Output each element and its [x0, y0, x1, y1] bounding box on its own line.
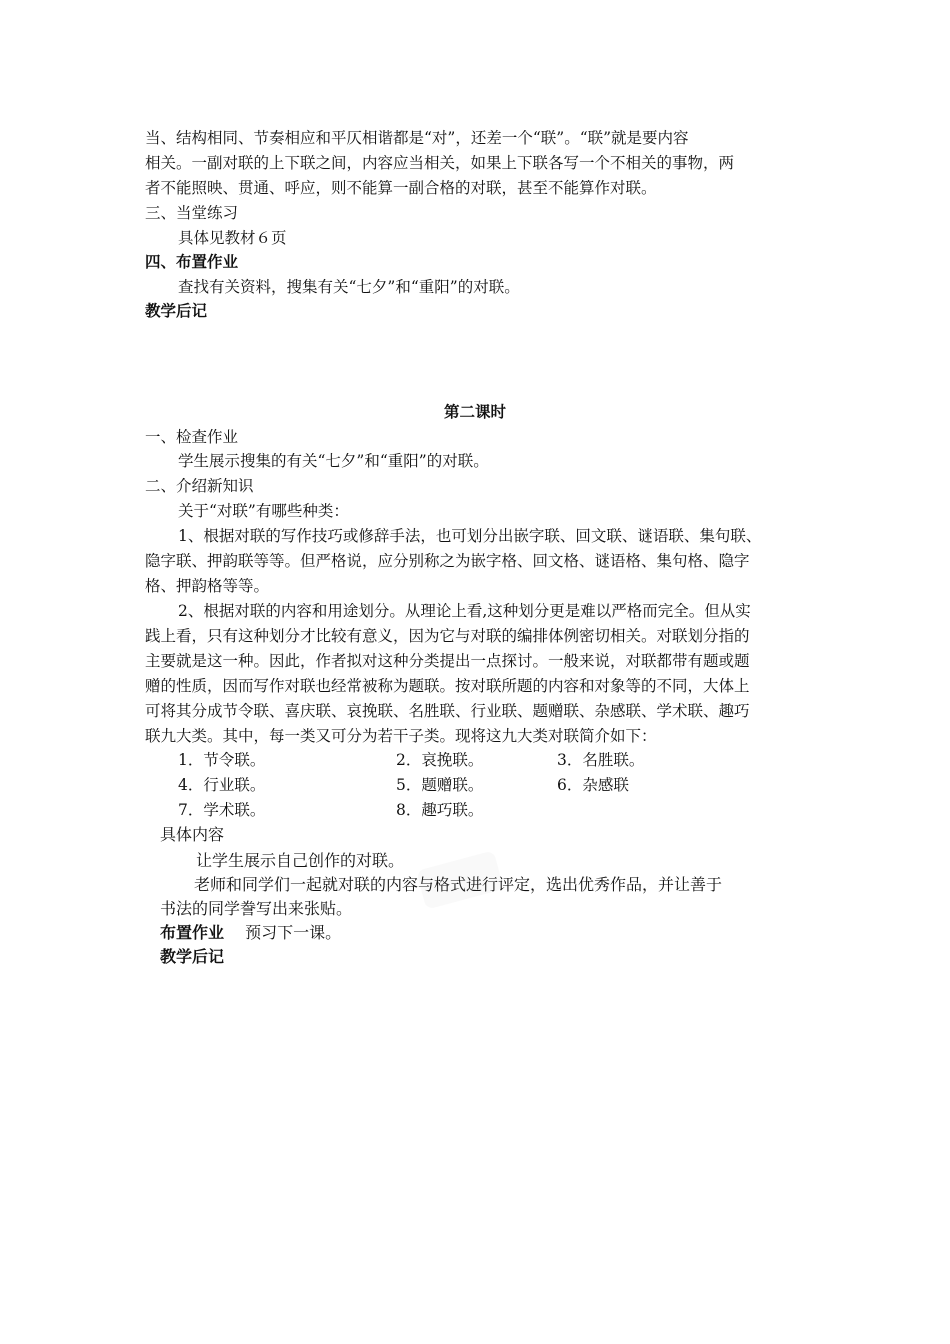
- homework-row: [160, 921, 341, 945]
- list-item: 4．行业联。: [178, 776, 266, 794]
- section3-heading: 三、当堂练习: [145, 204, 239, 222]
- para1-line1: 当、结构相同、节奏相应和平仄相谐都是“对”，还差一个“联”。“联”就是要内容: [145, 129, 689, 147]
- watermark: [416, 850, 504, 909]
- list-item: 3．名胜联。: [557, 751, 645, 769]
- content-line2: 老师和同学们一起就对联的内容与格式进行评定，选出优秀作品，并让善于: [194, 875, 723, 894]
- p1-line3: 格、押韵格等等。: [145, 577, 270, 595]
- para1-line2: 相关。一副对联的上下联之间，内容应当相关，如果上下联各写一个不相关的事物，两: [145, 154, 735, 172]
- intro-heading: 二、介绍新知识: [145, 477, 254, 495]
- section4-body: 查找有关资料，搜集有关“七夕”和“重阳”的对联。: [178, 278, 520, 296]
- list-item: 1．节令联。: [178, 751, 266, 769]
- list-item: 2．哀挽联。: [396, 751, 484, 769]
- lesson2-title: 第二课时: [443, 403, 506, 421]
- afterword-1: 教学后记: [145, 302, 208, 320]
- content-heading: 具体内容: [160, 825, 225, 844]
- homework-text: 预习下一课。: [245, 923, 342, 942]
- p2-line3: 主要就是这一种。因此，作者拟对这种分类提出一点探讨。一般来说，对联都带有题或题: [145, 652, 750, 670]
- section3-body: 具体见教材６页: [178, 229, 287, 247]
- p1-line2: 隐字联、押韵联等等。但严格说，应分别称之为嵌字格、回文格、谜语格、集句格、隐字: [145, 552, 750, 570]
- list-item: 5．题赠联。: [396, 776, 484, 794]
- list-item: 7．学术联。: [178, 801, 266, 819]
- check-body: 学生展示搜集的有关“七夕”和“重阳”的对联。: [178, 452, 489, 470]
- p2-line4: 赠的性质，因而写作对联也经常被称为题联。按对联所题的内容和对象等的不同，大体上: [145, 677, 750, 695]
- p2-line1: 2、根据对联的内容和用途划分。从理论上看,这种划分更是难以严格而完全。但从实: [178, 602, 751, 620]
- content-line3: 书法的同学誊写出来张贴。: [160, 899, 353, 918]
- p2-line5: 可将其分成节令联、喜庆联、哀挽联、名胜联、行业联、题赠联、杂感联、学术联、趣巧: [145, 702, 750, 720]
- intro-lead: 关于“对联”有哪些种类：: [178, 502, 349, 520]
- homework-label: 布置作业: [160, 923, 225, 942]
- content-line1: 让学生展示自己创作的对联。: [196, 851, 405, 870]
- list-item: 6．杂感联: [557, 776, 629, 794]
- p2-line6: 联九大类。其中，每一类又可分为若干子类。现将这九大类对联简介如下：: [145, 727, 657, 745]
- afterword-2: 教学后记: [160, 947, 225, 966]
- para1-line3: 者不能照映、贯通、呼应，则不能算一副合格的对联，甚至不能算作对联。: [145, 179, 657, 197]
- list-item: 8．趣巧联。: [396, 801, 484, 819]
- p1-line1: 1、根据对联的写作技巧或修辞手法，也可划分出嵌字联、回文联、谜语联、集句联、: [178, 527, 762, 545]
- check-heading: 一、检查作业: [145, 428, 239, 446]
- p2-line2: 践上看，只有这种划分才比较有意义，因为它与对联的编排体例密切相关。对联划分指的: [145, 627, 750, 645]
- section4-heading: 四、布置作业: [145, 253, 239, 271]
